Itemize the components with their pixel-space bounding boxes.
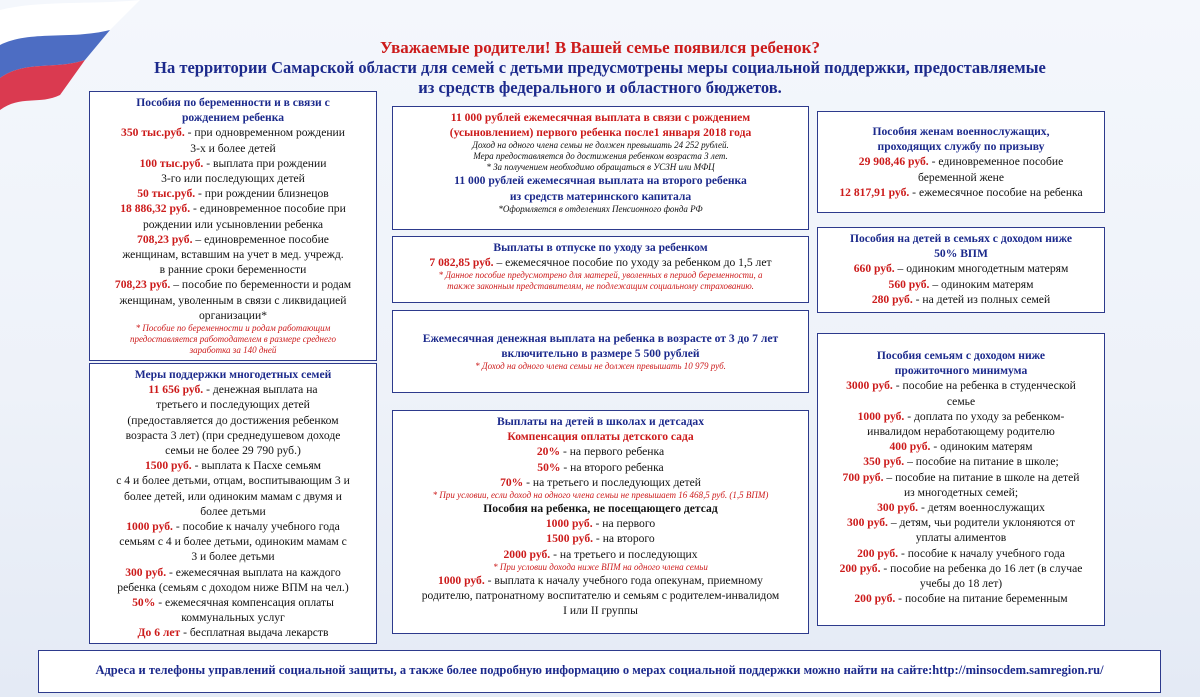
page-header bbox=[0, 38, 1200, 98]
benefit-amount: 200 руб. bbox=[854, 592, 896, 606]
benefit-amount: 50 тыс.руб. bbox=[137, 187, 196, 201]
benefit-text: – пособие на питание в школе на детей bbox=[883, 470, 1080, 484]
header-greeting: Уважаемые родители! В Вашей семье появился ребенок? bbox=[380, 38, 820, 57]
benefit-amount: 280 руб. bbox=[871, 292, 913, 306]
footnote: * При условии, если доход на одного члена семьи не превышает 16 468,5 руб. (1,5 ВПМ) bbox=[432, 490, 769, 501]
benefit-amount: 100 тыс.руб. bbox=[139, 156, 204, 170]
benefit-text: - доплата по уходу за ребенком- bbox=[904, 409, 1065, 423]
box-title: Выплаты на детей в школах и детсадах bbox=[496, 415, 704, 428]
box-title: 50% ВПМ bbox=[934, 247, 988, 261]
benefit-text: женщинам, вставшим на учет в мед. учрежд. bbox=[122, 248, 344, 262]
benefit-text: – одиноким матерям bbox=[929, 277, 1034, 291]
benefit-text: с 4 и более детьми, отцам, воспитывающим 3 и bbox=[116, 474, 350, 488]
benefit-text: 3-х и более детей bbox=[190, 141, 276, 155]
benefit-amount: 350 тыс.руб. bbox=[121, 126, 185, 140]
benefit-text: - пособие на ребенка в студенческой bbox=[892, 379, 1076, 393]
benefit-text: - детям военнослужащих bbox=[918, 501, 1045, 515]
benefit-amount: 3000 руб. bbox=[846, 379, 893, 393]
benefit-text: - при рождении близнецов bbox=[195, 187, 329, 201]
benefit-amount: 300 руб. bbox=[125, 565, 167, 579]
benefit-text: (предоставляется до достижения ребенком bbox=[127, 413, 339, 427]
footnote: * Доход на одного члена семьи не должен превышать 10 979 руб. bbox=[475, 361, 726, 372]
box-title: рождением ребенка bbox=[181, 111, 285, 125]
header-subtitle-2: из средств федерального и областного бюджетов. bbox=[418, 78, 782, 97]
benefit-text: более детьми bbox=[200, 504, 266, 518]
benefit-text: ребенка (семьям с доходом ниже ВПМ на чел.) bbox=[117, 580, 349, 594]
benefit-text: – единовременное пособие bbox=[192, 232, 329, 246]
benefit-amount: 12 817,91 руб. bbox=[839, 185, 910, 199]
payment-heading: 11 000 рублей ежемесячная выплата на второго ребенка bbox=[454, 174, 747, 188]
box-title: Пособия по беременности и в связи с bbox=[136, 96, 330, 109]
schools-kindergartens-box bbox=[392, 410, 809, 634]
benefit-text: инвалидом неработающему родителю bbox=[867, 425, 1055, 439]
benefit-amount: 660 руб. bbox=[853, 262, 895, 276]
box-title: Выплаты в отпуске по уходу за ребенком bbox=[493, 241, 708, 254]
box-title: проходящих службу по призыву bbox=[877, 140, 1045, 154]
benefit-amount: До 6 лет bbox=[137, 626, 181, 640]
footer-contact-info bbox=[38, 650, 1161, 693]
benefit-amount: 1000 руб. bbox=[857, 409, 905, 423]
payment-heading: включительно в размере 5 500 рублей bbox=[501, 347, 700, 361]
benefit-text: - единовременное пособие при bbox=[190, 202, 346, 216]
benefit-text: - одиноким матерям bbox=[930, 440, 1033, 454]
footnote: заработка за 140 дней bbox=[189, 345, 277, 356]
benefit-text: - на второго bbox=[593, 532, 655, 546]
benefit-amount: 1000 руб. bbox=[545, 517, 593, 531]
benefit-text: семьи не более 29 790 руб.) bbox=[165, 444, 301, 458]
benefit-text: - при одновременном рождении bbox=[184, 126, 345, 140]
age-3-7-payment-box bbox=[392, 310, 809, 393]
benefit-text: - на первого ребенка bbox=[560, 445, 665, 459]
benefit-text: - выплата при рождении bbox=[203, 156, 327, 170]
military-wives-box bbox=[817, 111, 1105, 213]
benefit-amount: 2000 руб. bbox=[503, 547, 551, 561]
footnote: также законным представителям, не подлежащим социальному страхованию. bbox=[447, 281, 754, 292]
benefit-text: уплаты алиментов bbox=[915, 531, 1007, 545]
payment-heading: (усыновлением) первого ребенка после1 января 2018 года bbox=[449, 126, 752, 140]
benefit-amount: 700 руб. bbox=[842, 470, 884, 484]
benefit-text: – пособие на питание в школе; bbox=[904, 455, 1059, 469]
benefit-amount: 11 656 руб. bbox=[148, 383, 204, 397]
benefit-text: - денежная выплата на bbox=[203, 383, 318, 397]
benefit-text: родителю, патронатному воспитателю и семьям с родителем-инвалидом bbox=[421, 589, 780, 603]
benefit-amount: 7 082,85 руб. bbox=[429, 256, 494, 270]
benefit-text: семье bbox=[946, 394, 976, 408]
benefit-text: - ежемесячная выплата на каждого bbox=[166, 565, 341, 579]
footnote: Мера предоставляется до достижения ребенком возраста 3 лет. bbox=[473, 151, 728, 162]
benefit-amount: 1500 руб. bbox=[144, 459, 192, 473]
benefit-text: 3-го или последующих детей bbox=[161, 172, 305, 186]
footnote: * При условии дохода ниже ВПМ на одного члена семьи bbox=[493, 561, 708, 572]
benefit-amount: 300 руб. bbox=[877, 501, 919, 515]
benefit-text: - на третьего и последующих детей bbox=[523, 475, 701, 489]
benefit-text: - ежемесячная компенсация оплаты bbox=[155, 596, 334, 610]
benefit-amount: 20% bbox=[536, 445, 561, 459]
benefit-text: более детей, или одиноким мамам с двумя и bbox=[124, 489, 342, 503]
benefit-text: из многодетных семей; bbox=[903, 485, 1019, 499]
benefit-text: I или II группы bbox=[563, 604, 638, 618]
box-title: прожиточного минимума bbox=[894, 364, 1028, 378]
footnote: * Данное пособие предусмотрено для матерей, уволенных в период беременности, а bbox=[438, 270, 763, 281]
benefit-text: - пособие к началу учебного года bbox=[172, 520, 340, 534]
benefit-amount: 1500 руб. bbox=[546, 532, 594, 546]
benefit-text: организации* bbox=[198, 308, 268, 322]
benefit-text: рождении или усыновлении ребенка bbox=[142, 217, 324, 231]
benefit-text: беременной жене bbox=[918, 170, 1004, 184]
benefit-text: - на второго ребенка bbox=[560, 460, 664, 474]
box-subtitle: Компенсация оплаты детского сада bbox=[507, 430, 694, 444]
footer-text: Адреса и телефоны управлений социальной защиты, а также более подробную информацию о мерах социальной поддержки можно найти на сайте:http://minsocdem.samregion.ru/ bbox=[95, 663, 1104, 677]
benefit-amount: 18 886,32 руб. bbox=[120, 202, 191, 216]
benefit-amount: 560 руб. bbox=[888, 277, 930, 291]
benefit-text: - на детей из полных семей bbox=[912, 292, 1051, 306]
payment-heading: Ежемесячная денежная выплата на ребенка в возрасте от 3 до 7 лет bbox=[422, 332, 779, 345]
subsistence-minimum-box bbox=[817, 333, 1105, 626]
benefit-amount: 300 руб. bbox=[847, 516, 888, 530]
benefit-text: - единовременное пособие bbox=[928, 155, 1064, 169]
footnote: Доход на одного члена семьи не должен превышать 24 252 рублей. bbox=[472, 140, 729, 151]
benefit-text: возраста 3 лет) (при среднедушевом доходе bbox=[125, 428, 341, 442]
benefit-amount: 200 руб. bbox=[839, 561, 881, 575]
pregnancy-benefits-box bbox=[89, 91, 377, 361]
benefit-text: семьям с 4 и более детьми, одиноким мамам с bbox=[119, 535, 347, 549]
benefit-text: третьего и последующих детей bbox=[156, 398, 310, 412]
box-title: Меры поддержки многодетных семей bbox=[134, 368, 332, 381]
benefit-text: женщинам, уволенным в связи с ликвидацией bbox=[119, 293, 347, 307]
footnote: предоставляется работодателем в размере среднего bbox=[130, 334, 336, 345]
benefit-amount: 350 руб. bbox=[863, 455, 905, 469]
benefit-text: коммунальных услуг bbox=[181, 611, 285, 625]
first-child-payment-box bbox=[392, 106, 809, 230]
box-title: Пособия семьям с доходом ниже bbox=[876, 349, 1046, 362]
benefit-text: - пособие на питание беременным bbox=[895, 592, 1068, 606]
benefit-text: учебы до 18 лет) bbox=[919, 577, 1003, 591]
benefit-text: - на первого bbox=[592, 517, 656, 531]
benefit-text: – пособие по беременности и родам bbox=[170, 278, 352, 292]
benefit-amount: 70% bbox=[500, 475, 524, 489]
benefit-text: - бесплатная выдача лекарств bbox=[180, 626, 329, 640]
benefit-text: - на третьего и последующих bbox=[550, 547, 698, 561]
large-families-box bbox=[89, 363, 377, 644]
benefit-text: в ранние сроки беременности bbox=[159, 263, 307, 277]
benefit-amount: 29 908,46 руб. bbox=[858, 155, 929, 169]
benefit-amount: 50% bbox=[537, 460, 561, 474]
benefit-amount: 200 руб. bbox=[857, 546, 899, 560]
benefit-amount: 1000 руб. bbox=[438, 573, 485, 587]
low-income-50-box bbox=[817, 227, 1105, 313]
benefit-text: – детям, чьи родители уклоняются от bbox=[887, 516, 1075, 530]
benefit-text: – ежемесячное пособие по уходу за ребенком до 1,5 лет bbox=[493, 256, 772, 270]
box-title: Пособия на детей в семьях с доходом ниже bbox=[849, 232, 1073, 245]
footnote: * За получением необходимо обращаться в УСЗН или МФЦ bbox=[486, 162, 715, 173]
footnote: * Пособие по беременности и родам работающим bbox=[135, 323, 331, 334]
footnote: *Оформляется в отделениях Пенсионного фонда РФ bbox=[498, 203, 703, 214]
benefit-amount: 708,23 руб. bbox=[137, 232, 193, 246]
benefit-text: - ежемесячное пособие на ребенка bbox=[909, 185, 1083, 199]
benefit-amount: 1000 руб. bbox=[126, 520, 173, 534]
benefit-amount: 400 руб. bbox=[889, 440, 931, 454]
benefit-text: - пособие на ребенка до 16 лет (в случае bbox=[880, 561, 1083, 575]
benefit-amount: 50% bbox=[132, 596, 156, 610]
payment-heading: 11 000 рублей ежемесячная выплата в связи с рождением bbox=[450, 111, 751, 124]
box-title: Пособия женам военнослужащих, bbox=[872, 125, 1050, 138]
benefit-text: - выплата к Пасхе семьям bbox=[191, 459, 322, 473]
benefit-text: - выплата к началу учебного года опекунам, приемному bbox=[484, 573, 763, 587]
benefit-amount: 708,23 руб. bbox=[114, 278, 171, 292]
parental-leave-box bbox=[392, 236, 809, 303]
benefit-text: – одиноким многодетным матерям bbox=[894, 262, 1069, 276]
header-subtitle-1: На территории Самарской области для семей с детьми предусмотрены меры социальной поддержки, предоставляемые bbox=[154, 58, 1046, 77]
benefit-text: - пособие к началу учебного года bbox=[898, 546, 1065, 560]
payment-heading: из средств материнского капитала bbox=[509, 189, 692, 203]
box-subtitle: Пособия на ребенка, не посещающего детсад bbox=[483, 502, 718, 516]
benefit-text: 3 и более детьми bbox=[191, 550, 275, 564]
